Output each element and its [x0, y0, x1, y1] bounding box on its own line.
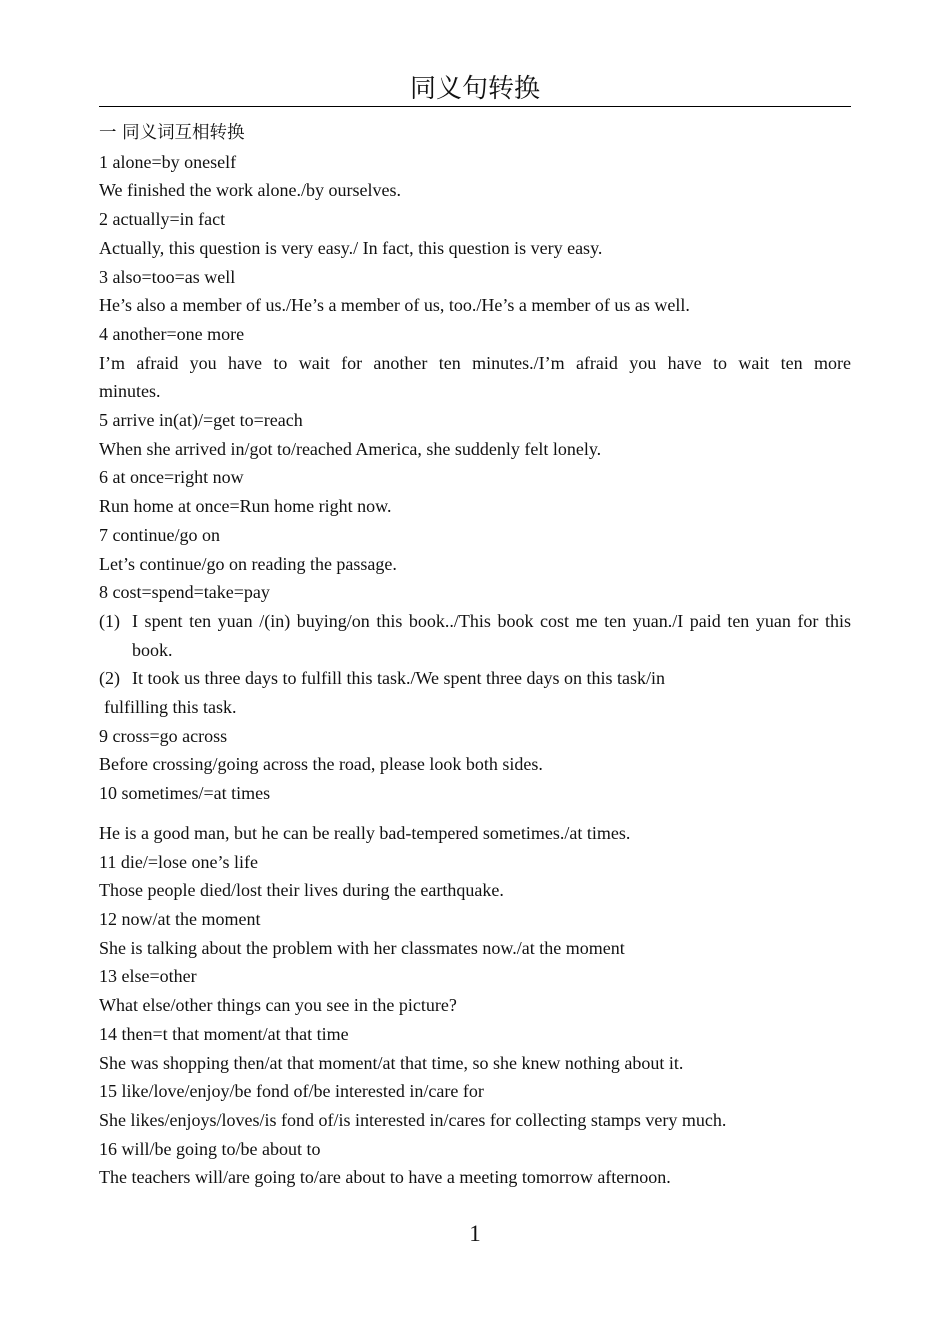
- text-line: 6 at once=right now: [99, 467, 244, 488]
- list-item-number: (1): [99, 610, 120, 631]
- text-line: Those people died/lost their lives during the earthquake.: [99, 880, 504, 901]
- list-item: [99, 664, 851, 693]
- section-heading: 一 同义词互相转换: [99, 123, 245, 143]
- text-line: The teachers will/are going to/are about to have a meeting tomorrow afternoon.: [99, 1167, 671, 1188]
- text-line: minutes.: [99, 381, 161, 402]
- text-line: fulfilling this task.: [104, 697, 237, 718]
- text-line: Before crossing/going across the road, please look both sides.: [99, 754, 543, 775]
- text-line: 14 then=t that moment/at that time: [99, 1023, 349, 1044]
- title-underline: [99, 106, 851, 107]
- list-item: [99, 607, 851, 664]
- text-line: She is talking about the problem with her classmates now./at the moment: [99, 937, 625, 958]
- text-line: She likes/enjoys/loves/is fond of/is interested in/cares for collecting stamps very much.: [99, 1109, 727, 1130]
- page-number: 1: [469, 1221, 481, 1246]
- text-line: 1 alone=by oneself: [99, 151, 237, 172]
- text-line: Actually, this question is very easy./ In fact, this question is very easy.: [99, 237, 603, 258]
- text-line: 9 cross=go across: [99, 725, 228, 746]
- text-line: 10 sometimes/=at times: [99, 783, 271, 804]
- text-line: 5 arrive in(at)/=get to=reach: [99, 410, 303, 431]
- text-line: He’s also a member of us./He’s a member of us, too./He’s a member of us as well.: [99, 295, 690, 316]
- text-line: 7 continue/go on: [99, 524, 220, 545]
- list-item-number: (2): [99, 668, 120, 689]
- list-item-text: It took us three days to fulfill this task./We spent three days on this task/in: [132, 668, 665, 689]
- text-line: Run home at once=Run home right now.: [99, 496, 392, 517]
- document-body: [99, 119, 851, 1192]
- text-line: 3 also=too=as well: [99, 266, 236, 287]
- text-line-justified: I’m afraid you have to wait for another ten minutes./I’m afraid you have to wait ten more: [99, 352, 851, 373]
- text-line: He is a good man, but he can be really bad-tempered sometimes./at times.: [99, 822, 631, 843]
- text-line: 15 like/love/enjoy/be fond of/be interested in/care for: [99, 1081, 484, 1102]
- text-line: We finished the work alone./by ourselves.: [99, 180, 401, 201]
- text-line: When she arrived in/got to/reached America, she suddenly felt lonely.: [99, 438, 602, 459]
- text-line: 11 die/=lose one’s life: [99, 851, 258, 872]
- text-line: 16 will/be going to/be about to: [99, 1138, 321, 1159]
- paragraph-gap: [99, 808, 851, 819]
- text-line: What else/other things can you see in the picture?: [99, 995, 457, 1016]
- list-item-text: I spent ten yuan /(in) buying/on this book../This book cost me ten yuan./I paid ten yuan for this book.: [132, 610, 851, 660]
- text-line: 8 cost=spend=take=pay: [99, 582, 270, 603]
- text-line: She was shopping then/at that moment/at that time, so she knew nothing about it.: [99, 1052, 684, 1073]
- text-line: 2 actually=in fact: [99, 209, 226, 230]
- text-line: 12 now/at the moment: [99, 908, 261, 929]
- page-title: 同义句转换: [409, 74, 540, 104]
- text-line: 4 another=one more: [99, 323, 245, 344]
- text-line: 13 else=other: [99, 966, 197, 987]
- text-line: Let’s continue/go on reading the passage.: [99, 553, 397, 574]
